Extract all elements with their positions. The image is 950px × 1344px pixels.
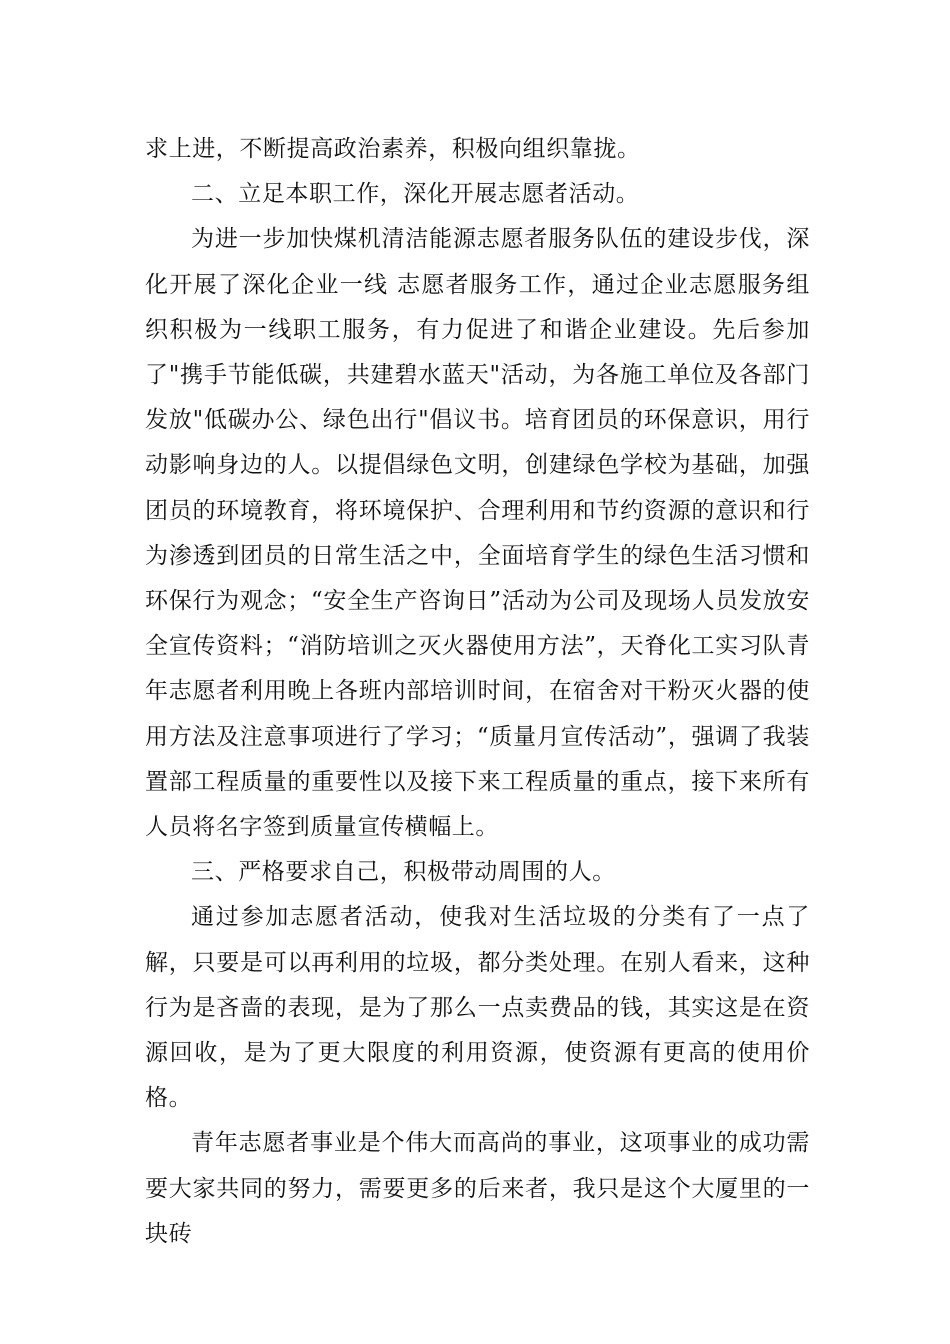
section-heading-3: 三、严格要求自己，积极带动周围的人。: [191, 859, 616, 886]
document-body: [145, 127, 810, 1257]
paragraph-volunteer-activities: 为进一步加快煤机清洁能源志愿者服务队伍的建设步伐，深化开展了深化企业一线 志愿者服务工作，通过企业志愿服务组织积极为一线职工服务，有力促进了和谐企业建设。先后参加了"携手节能低碳，共建碧水蓝天"活动，为各施工单位及各部门发放"低碳办公、绿色出行"倡议书。培育团员的环保意识，用行动影响身边的人。以提倡绿色文明，创建绿色学校为基础，加强团员的环境教育，将环境保护、合理利用和节约资源的意识和行为渗透到团员的日常生活之中，全面培育学生的绿色生活习惯和环保行为观念；“安全生产咨询日”活动为公司及现场人员发放安全宣传资料；“消防培训之灭火器使用方法”，天脊化工实习队青年志愿者利用晚上各班内部培训时间，在宿舍对干粉灭火器的使用方法及注意事项进行了学习；“质量月宣传活动”，强调了我装置部工程质量的重要性以及接下来工程质量的重点，接下来所有人员将名字签到质量宣传横幅上。: [145, 226, 810, 841]
paragraph-garbage-sorting: 通过参加志愿者活动，使我对生活垃圾的分类有了一点了解，只要是可以再利用的垃圾，都分类处理。在别人看来，这种行为是吝啬的表现，是为了那么一点卖费品的钱，其实这是在资源回收，是为了更大限度的利用资源，使资源有更高的使用价格。: [145, 904, 810, 1112]
section-heading-2: 二、立足本职工作，深化开展志愿者活动。: [191, 181, 640, 208]
paragraph-conclusion: 青年志愿者事业是个伟大而高尚的事业，这项事业的成功需要大家共同的努力，需要更多的后来者，我只是这个大厦里的一块砖: [145, 1130, 810, 1247]
paragraph-continuation: 求上进，不断提高政治素养，积极向组织靠拢。: [145, 136, 641, 162]
